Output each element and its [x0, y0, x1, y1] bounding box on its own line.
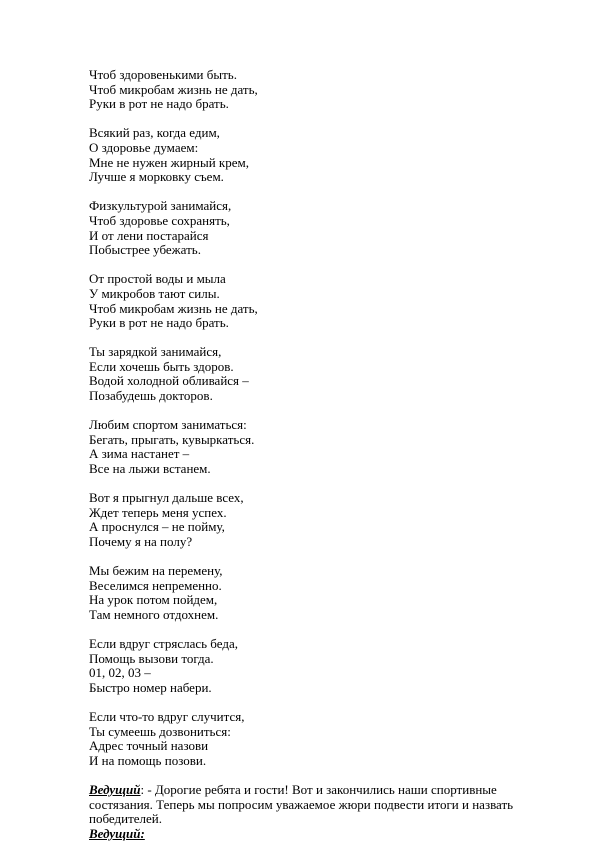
speech-text: : - Дорогие ребята и гости! Вот и закончились наши спортивные состязания. Теперь мы попросим уважаемое жюри подвести итоги и назвать победителей. — [89, 782, 514, 827]
poem-line: Бегать, прыгать, кувыркаться. — [89, 431, 255, 447]
poem-line: Ждет теперь меня успех. — [89, 504, 227, 520]
poem-line: А зима настанет – — [89, 446, 190, 462]
poem-line: Ты зарядкой занимайся, — [89, 344, 222, 360]
poem-line: Мы бежим на перемену, — [89, 563, 223, 579]
poem-line: О здоровье думаем: — [89, 139, 199, 155]
poem-line: Если вдруг стряслась беда, — [89, 636, 238, 652]
speaker-label: Ведущий: — [89, 825, 145, 841]
poem-line: А проснулся – не пойму, — [89, 519, 225, 535]
poem-line: Быстро номер набери. — [89, 679, 212, 695]
poem-line: Руки в рот не надо брать. — [89, 315, 229, 331]
stanza-1 — [89, 68, 529, 112]
poem-line: 01, 02, 03 – — [89, 665, 151, 681]
host-speech — [89, 783, 529, 827]
poem-line: От простой воды и мыла — [89, 271, 226, 287]
poem-line: Побыстрее убежать. — [89, 242, 201, 258]
poem-line: Почему я на полу? — [89, 534, 193, 549]
poem-line: На урок потом пойдем, — [89, 592, 218, 608]
stanza-10 — [89, 710, 529, 768]
poem-line: Веселимся непременно. — [89, 577, 222, 593]
poem-line: И на помощь позови. — [89, 752, 207, 768]
host-final — [89, 827, 529, 841]
poem-line: Водой холодной обливайся – — [89, 373, 249, 389]
poem-line: Там немного отдохнем. — [89, 606, 219, 622]
poem-line: Чтоб здоровье сохранять, — [89, 212, 230, 228]
poem-line: Чтоб микробам жизнь не дать, — [89, 300, 258, 316]
poem-line: Если что-то вдруг случится, — [89, 709, 245, 725]
poem-line: И от лени постарайся — [89, 227, 209, 243]
poem-line: Позабудешь докторов. — [89, 388, 213, 404]
poem-line: Лучше я морковку съем. — [89, 169, 224, 185]
poem-line: У микробов тают силы. — [89, 285, 220, 301]
poem-line: Адрес точный назови — [89, 738, 209, 754]
poem-line: Если хочешь быть здоров. — [89, 358, 234, 374]
stanza-8 — [89, 564, 529, 622]
poem-line: Мне не нужен жирный крем, — [89, 154, 249, 170]
poem-line: Руки в рот не надо брать. — [89, 96, 229, 112]
stanza-7 — [89, 491, 529, 549]
poem-line: Любим спортом заниматься: — [89, 417, 247, 433]
stanza-5 — [89, 345, 529, 403]
poem-line: Чтоб микробам жизнь не дать, — [89, 81, 258, 97]
poem-line: Всякий раз, когда едим, — [89, 125, 220, 141]
poem-line: Помощь вызови тогда. — [89, 650, 214, 666]
poem-line: Чтоб здоровенькими быть. — [89, 67, 237, 82]
document-page — [89, 68, 529, 841]
stanza-4 — [89, 272, 529, 330]
poem-line: Ты сумеешь дозвониться: — [89, 723, 231, 739]
stanza-9 — [89, 637, 529, 695]
poem-line: Физкультурой занимайся, — [89, 198, 232, 214]
poem-line: Все на лыжи встанем. — [89, 461, 211, 477]
stanza-2 — [89, 126, 529, 184]
stanza-3 — [89, 199, 529, 257]
poem-line: Вот я прыгнул дальше всех, — [89, 490, 244, 506]
speaker-label: Ведущий — [89, 782, 141, 798]
stanza-6 — [89, 418, 529, 476]
